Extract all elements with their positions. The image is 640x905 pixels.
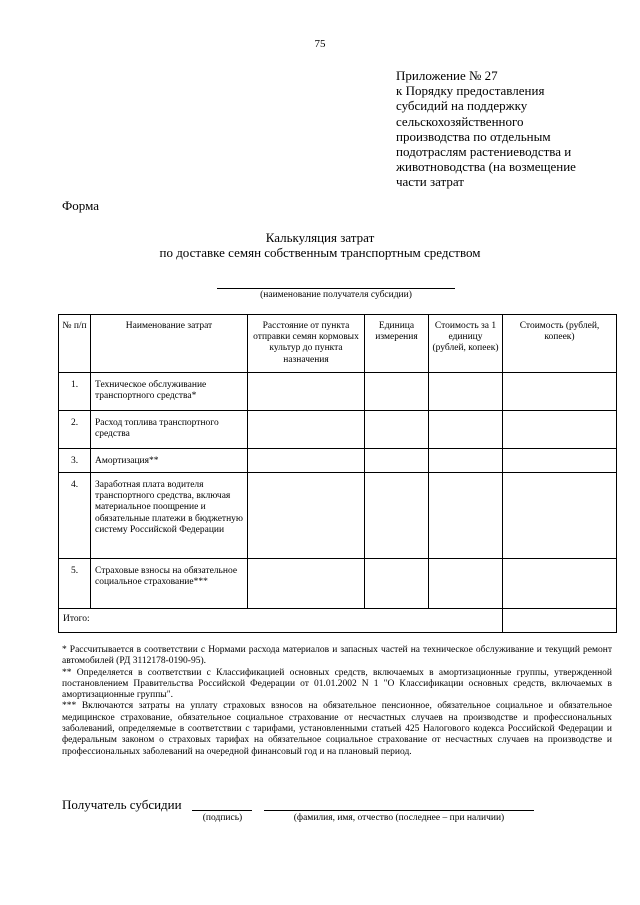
cost-calculation-table xyxy=(58,314,617,633)
row-number: 1. xyxy=(59,373,91,411)
cost-cell[interactable] xyxy=(503,373,617,411)
unit-cell[interactable] xyxy=(365,559,429,609)
table-header-row xyxy=(59,315,617,373)
signature-caption: (подпись) xyxy=(202,813,243,823)
signature-label: Получатель субсидии xyxy=(62,797,182,812)
row-number: 2. xyxy=(59,411,91,449)
unit-cell[interactable] xyxy=(365,473,429,559)
distance-cell[interactable] xyxy=(248,473,365,559)
cost-cell[interactable] xyxy=(503,559,617,609)
page-number: 75 xyxy=(314,38,326,50)
appendix-line: производства по отдельным xyxy=(396,128,551,144)
title-line-2: по доставке семян собственным транспортным средством xyxy=(159,245,481,260)
row-number: 4. xyxy=(59,473,91,559)
total-label: Итого: xyxy=(59,609,503,633)
appendix-line: животноводства (на возмещение xyxy=(396,159,576,175)
cost-name: Страховые взносы на обязательное социальное страхование*** xyxy=(91,559,248,609)
cost-name: Расход топлива транспортного средства xyxy=(91,411,248,449)
header-cell: Стоимость (рублей, копеек) xyxy=(503,315,617,373)
title-line-1: Калькуляция затрат xyxy=(265,230,375,245)
row-number: 3. xyxy=(59,449,91,473)
header-cell: № п/п xyxy=(59,315,91,373)
table-total-row xyxy=(59,609,617,633)
cost-name: Техническое обслуживание транспортного средства* xyxy=(91,373,248,411)
full-name-caption: (фамилия, имя, отчество (последнее – при наличии) xyxy=(293,813,505,823)
table-row xyxy=(59,373,617,411)
cost-name: Заработная плата водителя транспортного средства, включая материальное поощрение и обязательные платежи в бюджетную систему Российской Федерации xyxy=(91,473,248,559)
unit-cost-cell[interactable] xyxy=(429,373,503,411)
document-title xyxy=(0,230,640,260)
appendix-line: субсидий на поддержку xyxy=(396,98,528,114)
cost-cell[interactable] xyxy=(503,449,617,473)
form-label: Форма xyxy=(62,198,99,213)
unit-cost-cell[interactable] xyxy=(429,559,503,609)
unit-cost-cell[interactable] xyxy=(429,449,503,473)
distance-cell[interactable] xyxy=(248,449,365,473)
header-cell: Стоимость за 1 единицу (рублей, копеек) xyxy=(429,315,503,373)
appendix-line: к Порядку предоставления xyxy=(396,83,545,99)
appendix-line: сельскохозяйственного xyxy=(396,113,524,129)
cost-name: Амортизация** xyxy=(91,449,248,473)
appendix-line: Приложение № 27 xyxy=(396,68,498,83)
unit-cell[interactable] xyxy=(365,449,429,473)
table-row xyxy=(59,411,617,449)
header-cell: Расстояние от пункта отправки семян кормовых культур до пункта назначения xyxy=(248,315,365,373)
recipient-name-line xyxy=(217,288,455,289)
header-cell: Наименование затрат xyxy=(91,315,248,373)
unit-cell[interactable] xyxy=(365,373,429,411)
table-row xyxy=(59,449,617,473)
row-number: 5. xyxy=(59,559,91,609)
full-name-line xyxy=(264,810,534,811)
recipient-caption: (наименование получателя субсидии) xyxy=(260,290,412,300)
unit-cost-cell[interactable] xyxy=(429,411,503,449)
unit-cell[interactable] xyxy=(365,411,429,449)
distance-cell[interactable] xyxy=(248,373,365,411)
cost-cell[interactable] xyxy=(503,473,617,559)
appendix-header xyxy=(396,68,616,190)
table-row xyxy=(59,559,617,609)
footnote-1: * Рассчитывается в соответствии с Нормами расхода материалов и запасных частей на техническое обслуживание и текущий ремонт автомобилей (РД 3112178-0190-95). xyxy=(62,645,612,667)
distance-cell[interactable] xyxy=(248,559,365,609)
unit-cost-cell[interactable] xyxy=(429,473,503,559)
appendix-line: части затрат xyxy=(396,174,464,190)
distance-cell[interactable] xyxy=(248,411,365,449)
footnote-2: ** Определяется в соответствии с Классификацией основных средств, включаемых в амортизационные группы, утвержденной постановлением Правительства Российской Федерации от 01.01.2002 N 1 "О Классификации основных средств, включаемых в амортизационные группы". xyxy=(62,667,612,701)
header-cell: Единица измерения xyxy=(365,315,429,373)
footnote-3: *** Включаются затраты на уплату страховых взносов на обязательное пенсионное, обязательное социальное и обязательное медицинское страхование, обязательное социальное страхование от несчастных случаев на производстве и профессиональных заболеваний, определяемые в соответствии с тарифами, установленными статьей 425 Налогового кодекса Российской Федерации и федеральным законом о страховых тарифах на обязательное социальное страхование от несчастных случаев на производстве и профессиональных заболеваний на очередной финансовый год и на плановый период. xyxy=(62,701,612,757)
total-cost-cell[interactable] xyxy=(503,609,617,633)
cost-cell[interactable] xyxy=(503,411,617,449)
appendix-line: подотраслям растениеводства и xyxy=(396,144,572,160)
table-row xyxy=(59,473,617,559)
footnotes xyxy=(62,645,612,758)
signature-line xyxy=(192,810,252,811)
